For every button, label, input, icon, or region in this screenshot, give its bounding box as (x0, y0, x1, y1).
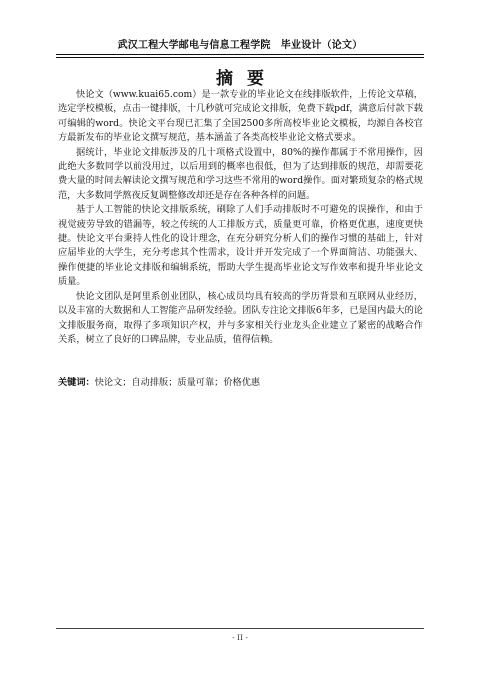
abstract-title: 摘要 (216, 69, 278, 89)
keywords-value: 快论文；自动排版；质量可靠；价格优惠 (94, 377, 261, 388)
running-header: 武汉工程大学邮电与信息工程学院 毕业设计（论文） (117, 40, 363, 51)
abstract-paragraph-4: 快论文团队是阿里系创业团队，核心成员均具有较高的学历背景和互联网从业经历，以及丰富的大数据和人工智能产品研发经验。团队专注论文排版6年多，已是国内最大的论文排版服务商，取得了多项知识产权，并与多家相关行业龙头企业建立了紧密的战略合作关系，树立了良好的口碑品牌，专业品质，值得信赖。 (58, 290, 423, 345)
footer-rule (56, 628, 424, 629)
abstract-paragraph-2: 据统计，毕业论文排版涉及的几十项格式设置中，80%的操作都属于不常用操作，因此绝大多数同学以前没用过，以后用到的概率也很低，但为了达到排版的规范，却需要花费大量的时间去解读论文撰写规范和学习这些不常用的word操作。面对繁琐复杂的格式规范，大多数同学熬夜反复调整修改却还是存在各种各样的问题。 (58, 146, 423, 201)
keywords-label: 关键词： (58, 377, 95, 388)
header-rule-thin (56, 57, 424, 58)
abstract-paragraph-1: 快论文（www.kuai65.com）是一款专业的毕业论文在线排版软件，上传论文草稿，选定学校模板，点击一键排版，十几秒就可完成论文排版，免费下载pdf，满意后付款下载可编辑的word。快论文平台现已汇集了全国2500多所高校毕业论文模板，均源自各校官方最新发布的毕业论文撰写规范，基本涵盖了各类高校毕业论文格式要求。 (58, 89, 423, 144)
page-number: - II - (232, 633, 248, 642)
abstract-body (58, 88, 423, 347)
abstract-paragraph-3: 基于人工智能的快论文排版系统，刷除了人们手动排版时不可避免的误操作，和由于视觉疲劳导致的错漏等，较之传统的人工排版方式，质量更可靠，价格更优惠，速度更快捷。快论文平台秉持人性化的设计理念，在充分研究分析人们的操作习惯的基础上，针对应届毕业的大学生，充分考虑其个性需求，设计并开发完成了一个界面简洁、功能强大、操作便捷的毕业论文排版和编辑系统，帮助大学生提高毕业论文写作效率和提升毕业论文质量。 (58, 204, 423, 288)
header-rule-thick (56, 54, 424, 55)
keywords-line (58, 376, 423, 390)
